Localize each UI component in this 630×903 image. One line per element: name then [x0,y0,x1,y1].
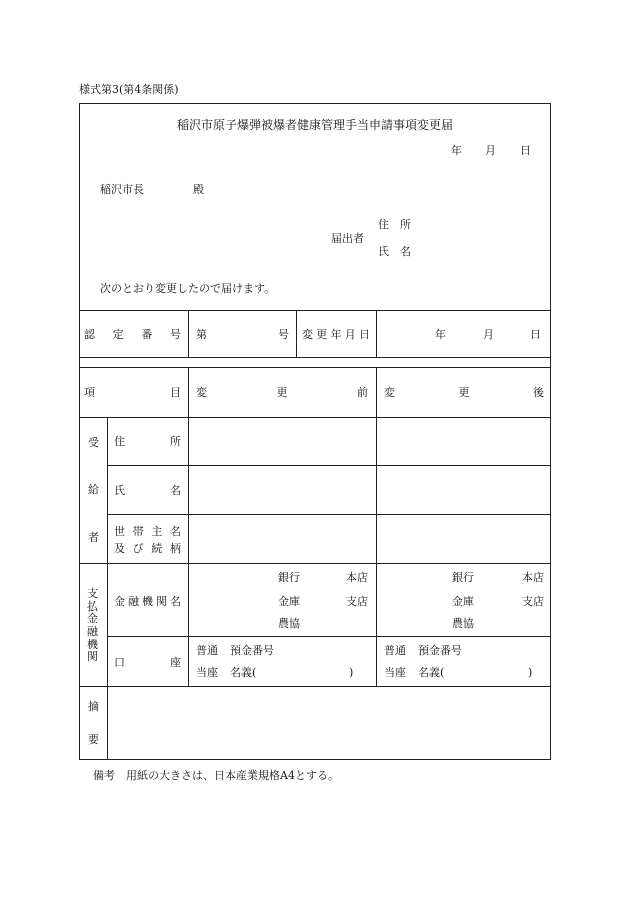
recipient-name-char: 名 [170,484,181,497]
change-date-label [302,329,370,340]
institution-name-char: 機 [142,595,153,608]
recipient-group-char-3: 者 [88,531,99,544]
cert-number-prefix: 第 [196,328,207,341]
frame-top [79,103,550,104]
payment-group-char: 払 [87,599,98,613]
frame-left [79,103,80,760]
header-before [196,387,368,398]
household-head-label [114,526,181,537]
account-char: 座 [170,656,181,669]
cert-number-char: 認 [84,328,95,341]
notifier-address-label: 住 所 [378,218,411,231]
rule-name-bottom [107,514,550,515]
vrule-cert-1 [188,310,189,358]
change-date-char: 変 [302,328,313,341]
rule-cert-bottom [79,357,550,358]
notifier-name-label: 氏 名 [378,245,411,258]
institution-name-char: 融 [128,595,139,608]
payment-group-char: 機 [87,637,98,651]
cert-number-suffix: 号 [278,328,289,341]
payment-group-label [87,588,98,664]
header-before-char: 前 [357,386,368,399]
after-bank-label: 銀行 [452,571,474,584]
recipient-name-label [114,485,181,496]
relationship-char: 柄 [169,542,181,555]
relationship-char: 続 [151,542,163,555]
rule-cert-top [79,310,550,311]
recipient-address-char: 住 [114,435,125,448]
vrule-item-col [188,367,189,687]
header-after-char: 後 [533,386,544,399]
before-credit-bank-label: 金庫 [278,595,300,608]
addressee-name: 稲沢市長 [100,183,144,196]
account-char: 口 [114,656,125,669]
header-item [84,387,181,398]
relationship-char: 及 [114,542,125,555]
household-head-char: 主 [151,525,163,538]
recipient-group-char-1: 受 [88,436,99,449]
household-head-char: 世 [114,525,125,538]
vrule-before-col [376,367,377,687]
cert-number-char: 番 [141,328,153,341]
after-account-name-label: 名義( [418,666,445,679]
recipient-address-char: 所 [170,435,181,448]
payment-group-char: 融 [87,624,98,638]
payment-group-char: 金 [87,612,98,626]
recipient-name-char: 氏 [114,484,125,497]
submit-year-label: 年 [451,144,462,157]
after-branch-label: 支店 [522,595,544,608]
header-item-char: 目 [170,386,181,399]
frame-bottom [79,759,550,760]
after-deposit-number-label: 預金番号 [418,644,462,657]
header-after-char: 更 [458,386,470,399]
addressee-honorific: 殿 [193,183,204,196]
cert-number-label [84,329,181,340]
rule-recipient-bottom [79,563,550,564]
change-date-char: 日 [359,328,370,341]
remarks-char-2: 要 [88,733,99,746]
before-account-name-label: 名義( [230,666,257,679]
change-day-label: 日 [530,328,541,341]
before-ordinary-label: 普通 [196,644,218,657]
rule-institution-bottom [107,636,550,637]
change-date-char: 月 [344,328,356,341]
change-date-char: 年 [330,328,342,341]
household-head-char: 名 [169,525,181,538]
before-head-office-label: 本店 [346,571,368,584]
vrule-group-col [107,417,108,760]
payment-group-char: 支 [87,587,98,600]
before-deposit-number-label: 預金番号 [230,644,274,657]
frame-right [550,103,551,760]
payment-group-char: 関 [87,650,98,664]
recipient-address-label [114,436,181,447]
footnote-text: 備考 用紙の大きさは、日本産業規格A4とする。 [93,769,339,782]
vrule-cert-2 [296,310,297,358]
institution-name-char: 金 [114,595,125,608]
change-date-char: 更 [316,328,328,341]
header-after [384,387,544,398]
after-head-office-label: 本店 [522,571,544,584]
vrule-cert-3 [376,310,377,358]
rule-header-top [79,367,550,368]
header-before-char: 変 [196,386,207,399]
relationship-char: び [132,542,144,555]
after-ordinary-label: 普通 [384,644,406,657]
institution-name-label [114,596,181,607]
change-year-label: 年 [435,328,446,341]
after-agri-coop-label: 農協 [452,617,474,630]
before-close-paren: ) [349,666,354,679]
cert-number-char: 号 [169,328,181,341]
relationship-label [114,543,181,554]
institution-name-char: 名 [170,595,181,608]
rule-payment-bottom [79,686,550,687]
before-current-label: 当座 [196,666,218,679]
header-after-char: 変 [384,386,395,399]
before-agri-coop-label: 農協 [278,617,300,630]
recipient-group-char-2: 給 [88,483,99,496]
rule-address-bottom [107,465,550,466]
household-head-char: 帯 [132,525,144,538]
after-close-paren: ) [528,666,533,679]
notifier-label: 届出者 [331,232,364,245]
cert-number-char: 定 [112,328,124,341]
after-current-label: 当座 [384,666,406,679]
submit-month-label: 月 [485,144,496,157]
after-credit-bank-label: 金庫 [452,595,474,608]
form-number-label: 様式第3(第4条関係) [79,83,179,96]
before-bank-label: 銀行 [278,571,300,584]
statement-text: 次のとおり変更したので届けます。 [100,282,276,295]
institution-name-char: 関 [156,595,167,608]
remarks-char-1: 摘 [88,700,99,713]
rule-header-bottom [79,417,550,418]
header-item-char: 項 [84,386,95,399]
submit-day-label: 日 [520,144,531,157]
before-branch-label: 支店 [346,595,368,608]
header-before-char: 更 [276,386,288,399]
change-month-label: 月 [483,328,494,341]
account-label [114,657,181,668]
form-title: 稲沢市原子爆弾被爆者健康管理手当申請事項変更届 [176,118,453,132]
